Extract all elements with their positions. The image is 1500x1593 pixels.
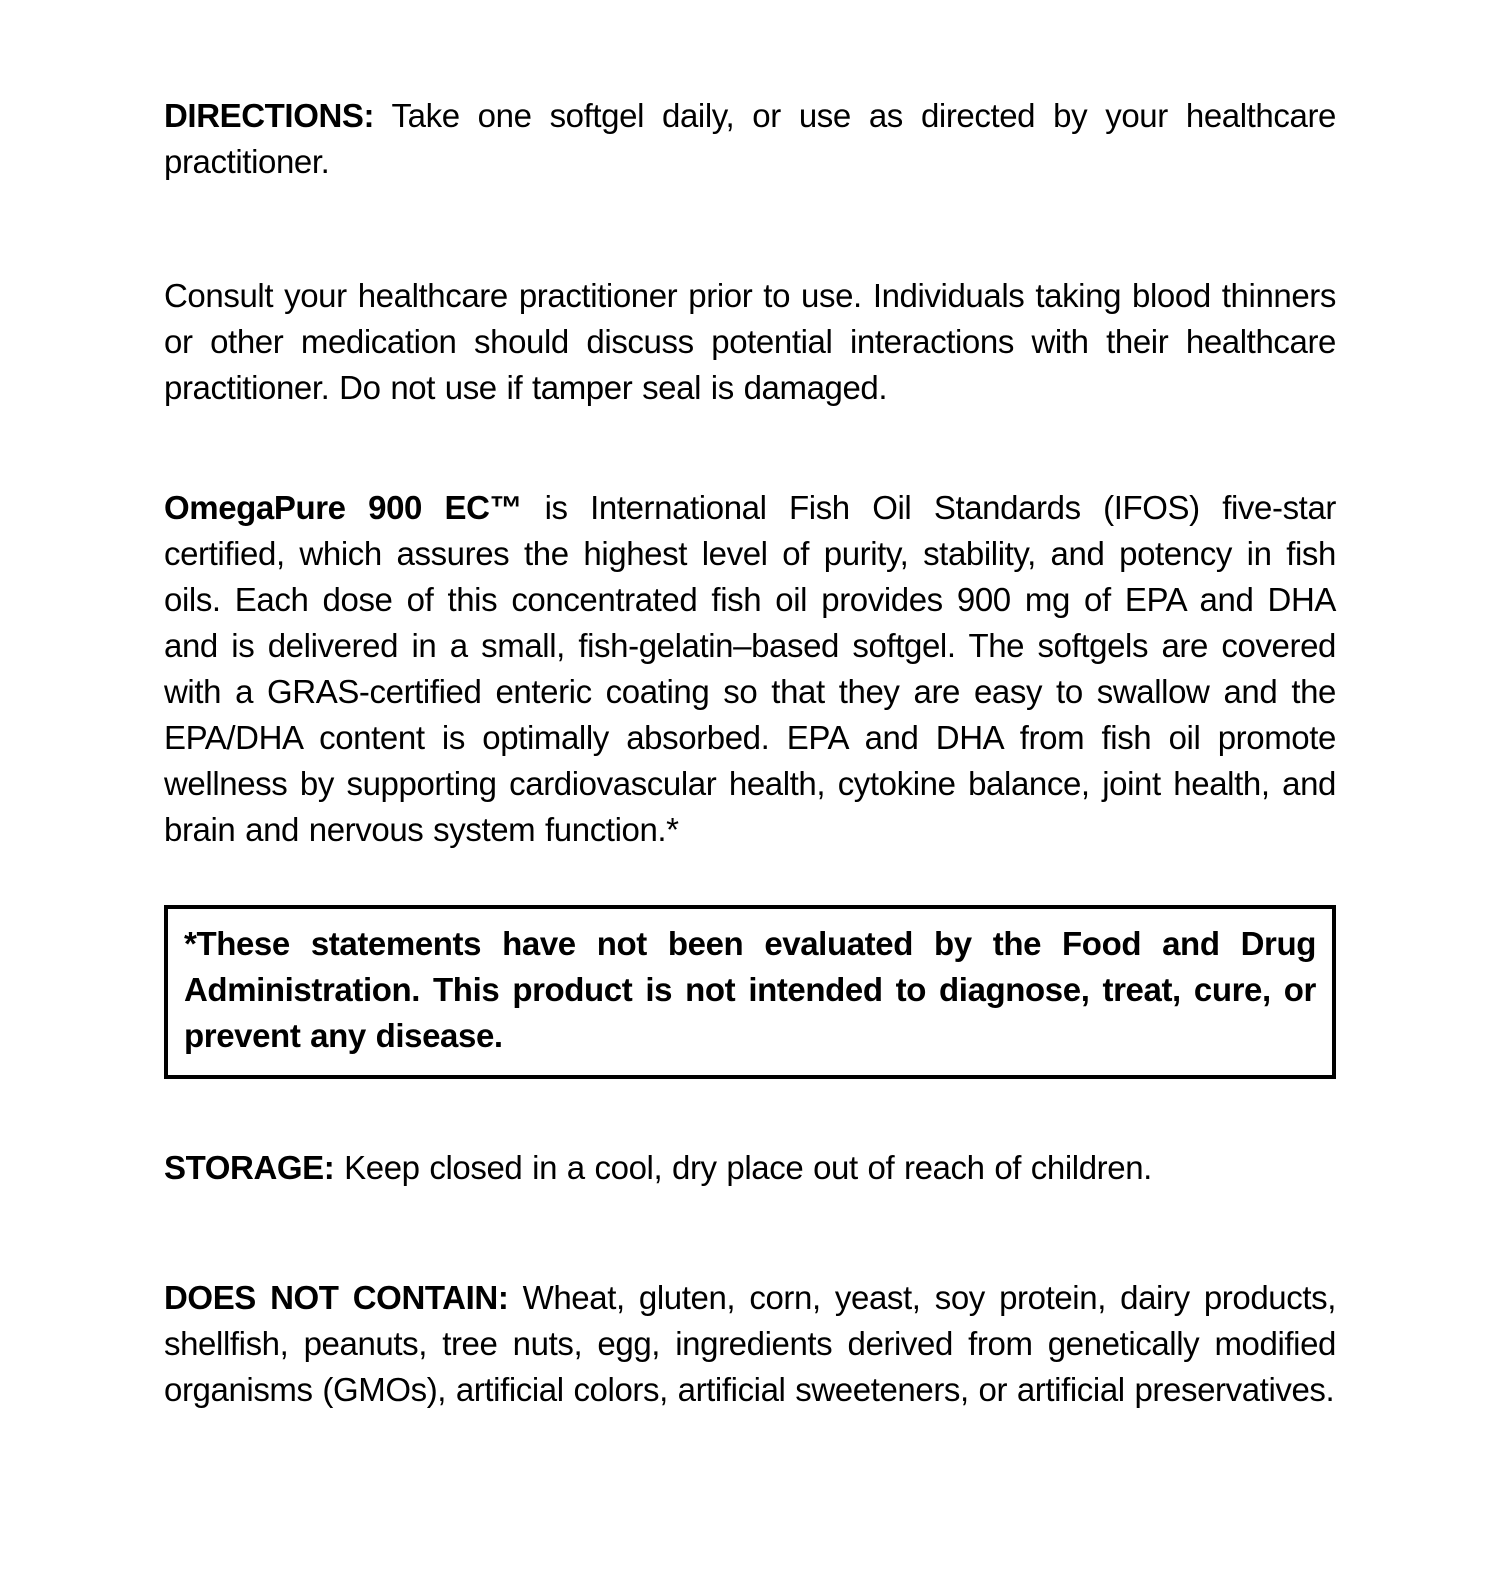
directions-paragraph bbox=[164, 93, 1336, 185]
consult-paragraph bbox=[164, 273, 1336, 411]
product-description-text: is International Fish Oil Standards (IFOS) five-star certified, which assures the highest level of purity, stability, and potency in fish oils. Each dose of this concentrated fish oil provides 900 mg of EPA and DHA and is delivered in a small, fish-gelatin–based softgel. The softgels are covered with a GRAS-certified enteric coating so that they are easy to swallow and the EPA/DHA content is optimally absorbed. EPA and DHA from fish oil promote wellness by supporting cardiovascular health, cytokine balance, joint health, and brain and nervous system function.* bbox=[164, 489, 1336, 848]
fda-disclaimer-paragraph bbox=[184, 921, 1316, 1059]
does-not-contain-paragraph bbox=[164, 1275, 1336, 1413]
does-not-contain-text: Wheat, gluten, corn, yeast, soy protein, dairy products, shellfish, peanuts, tree nuts, egg, ingredients derived from genetically modified organisms (GMOs), artificial colors, artificial sweeteners, or artificial preservatives. bbox=[164, 1279, 1336, 1408]
fda-disclaimer-box bbox=[164, 905, 1336, 1079]
storage-paragraph bbox=[164, 1145, 1336, 1191]
product-name: OmegaPure 900 EC™ bbox=[164, 489, 523, 526]
directions-label: DIRECTIONS: bbox=[164, 97, 375, 134]
fda-disclaimer-text: *These statements have not been evaluated by the Food and Drug Administration. This product is not intended to diagnose, treat, cure, or prevent any disease. bbox=[184, 925, 1316, 1054]
product-description-paragraph bbox=[164, 485, 1336, 853]
storage-text: Keep closed in a cool, dry place out of reach of children. bbox=[344, 1149, 1152, 1186]
supplement-label-panel bbox=[0, 93, 1500, 1593]
storage-label: STORAGE: bbox=[164, 1149, 335, 1186]
does-not-contain-label: DOES NOT CONTAIN: bbox=[164, 1279, 509, 1316]
directions-text: Take one softgel daily, or use as directed by your healthcare practitioner. bbox=[164, 97, 1336, 180]
consult-text: Consult your healthcare practitioner prior to use. Individuals taking blood thinners or other medication should discuss potential interactions with their healthcare practitioner. Do not use if tamper seal is damaged. bbox=[164, 277, 1336, 406]
